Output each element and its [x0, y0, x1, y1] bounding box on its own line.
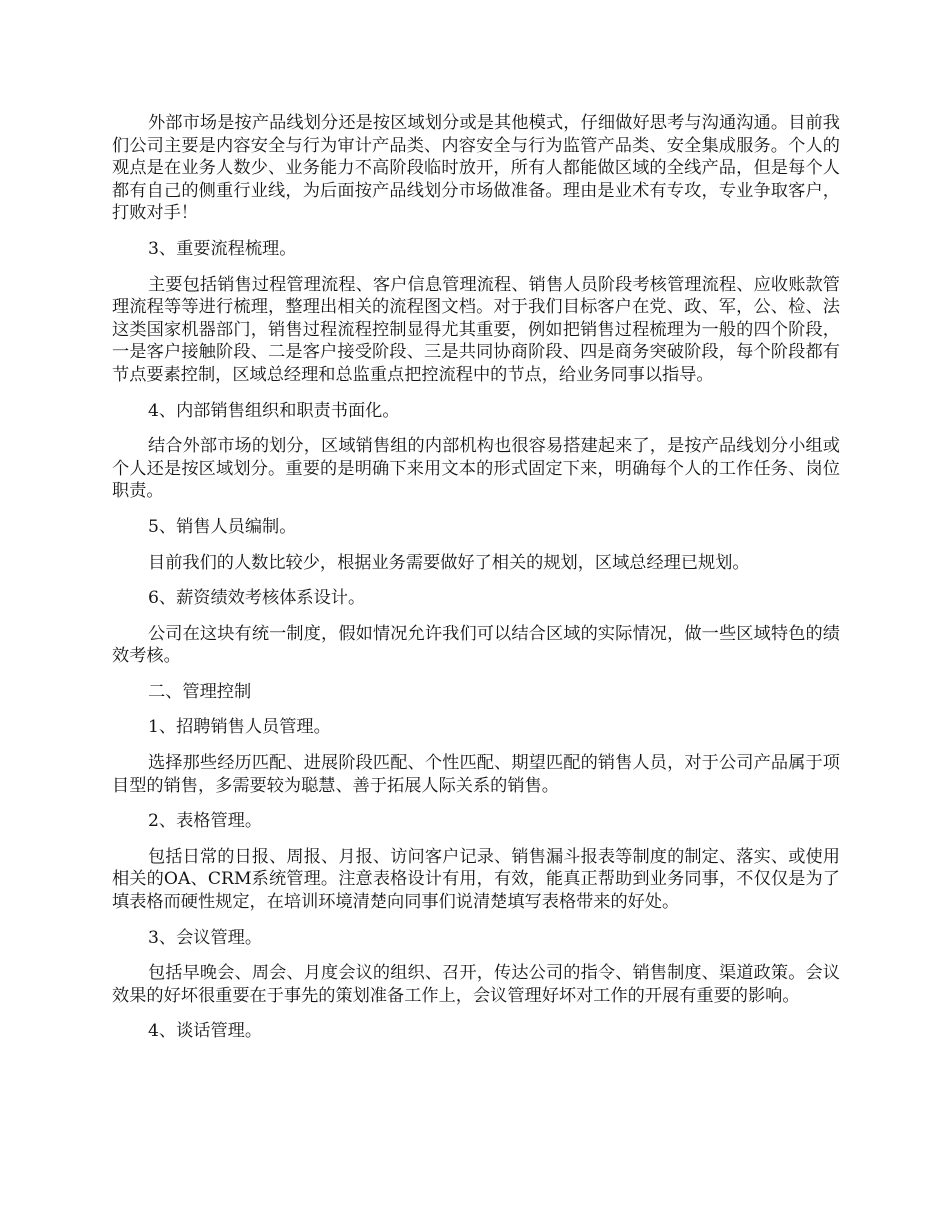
heading-forms: 2、表格管理。	[148, 811, 263, 832]
paragraph-staffing: 目前我们的人数比较少，根据业务需要做好了相关的规划，区域总经理已规划。	[148, 552, 750, 573]
paragraph-forms: 包括日常的日报、周报、月报、访问客户记录、销售漏斗报表等制度的制定、落实、或使用相关的OA、CRM系统管理。注意表格设计有用，有效，能真正帮助到业务同事，不仅仅是为了填表格而硬性规定，在培训环境清楚向同事们说清楚填写表格带来的好处。	[112, 846, 840, 913]
paragraph-recruiting: 选择那些经历匹配、进展阶段匹配、个性匹配、期望匹配的销售人员，对于公司产品属于项目型的销售，多需要较为聪慧、善于拓展人际关系的销售。	[112, 753, 840, 796]
paragraph-process-review: 主要包括销售过程管理流程、客户信息管理流程、销售人员阶段考核管理流程、应收账款管理流程等等进行梳理，整理出相关的流程图文档。对于我们目标客户在党、政、军，公、检、法这类国家机器部门，销售过程流程控制显得尤其重要，例如把销售过程梳理为一般的四个阶段，一是客户接触阶段、二是客户接受阶段、三是共同协商阶段、四是商务突破阶段，每个阶段都有节点要素控制，区域总经理和总监重点把控流程中的节点，给业务同事以指导。	[112, 274, 840, 385]
paragraph-internal-organization: 结合外部市场的划分，区域销售组的内部机构也很容易搭建起来了，是按产品线划分小组或个人还是按区域划分。重要的是明确下来用文本的形式固定下来，明确每个人的工作任务、岗位职责。	[112, 436, 840, 502]
heading-management-control: 二、管理控制	[148, 681, 252, 702]
heading-internal-organization: 4、内部销售组织和职责书面化。	[148, 400, 400, 421]
heading-meetings: 3、会议管理。	[148, 927, 263, 948]
paragraph-meetings: 包括早晚会、周会、月度会议的组织、召开，传达公司的指令、销售制度、渠道政策。会议效果的好坏很重要在于事先的策划准备工作上，会议管理好坏对工作的开展有重要的影响。	[112, 963, 840, 1006]
paragraph-compensation: 公司在这块有统一制度，假如情况允许我们可以结合区域的实际情况，做一些区域特色的绩效考核。	[112, 623, 840, 667]
heading-recruiting: 1、招聘销售人员管理。	[148, 717, 331, 738]
paragraph-external-market: 外部市场是按产品线划分还是按区域划分或是其他模式，仔细做好思考与沟通沟通。目前我们公司主要是内容安全与行为审计产品类、内容安全与行为监管产品类、安全集成服务。个人的观点是在业务人数少、业务能力不高阶段临时放开，所有人都能做区域的全线产品，但是每个人都有自己的侧重行业线，为后面按产品线划分市场做准备。理由是业术有专攻，专业争取客户，打败对手！	[112, 113, 840, 224]
heading-conversations: 4、谈话管理。	[148, 1021, 263, 1042]
heading-compensation: 6、薪资绩效考核体系设计。	[148, 588, 366, 609]
heading-process-review: 3、重要流程梳理。	[148, 238, 297, 259]
document-body	[112, 112, 840, 1056]
heading-staffing: 5、销售人员编制。	[148, 516, 297, 537]
